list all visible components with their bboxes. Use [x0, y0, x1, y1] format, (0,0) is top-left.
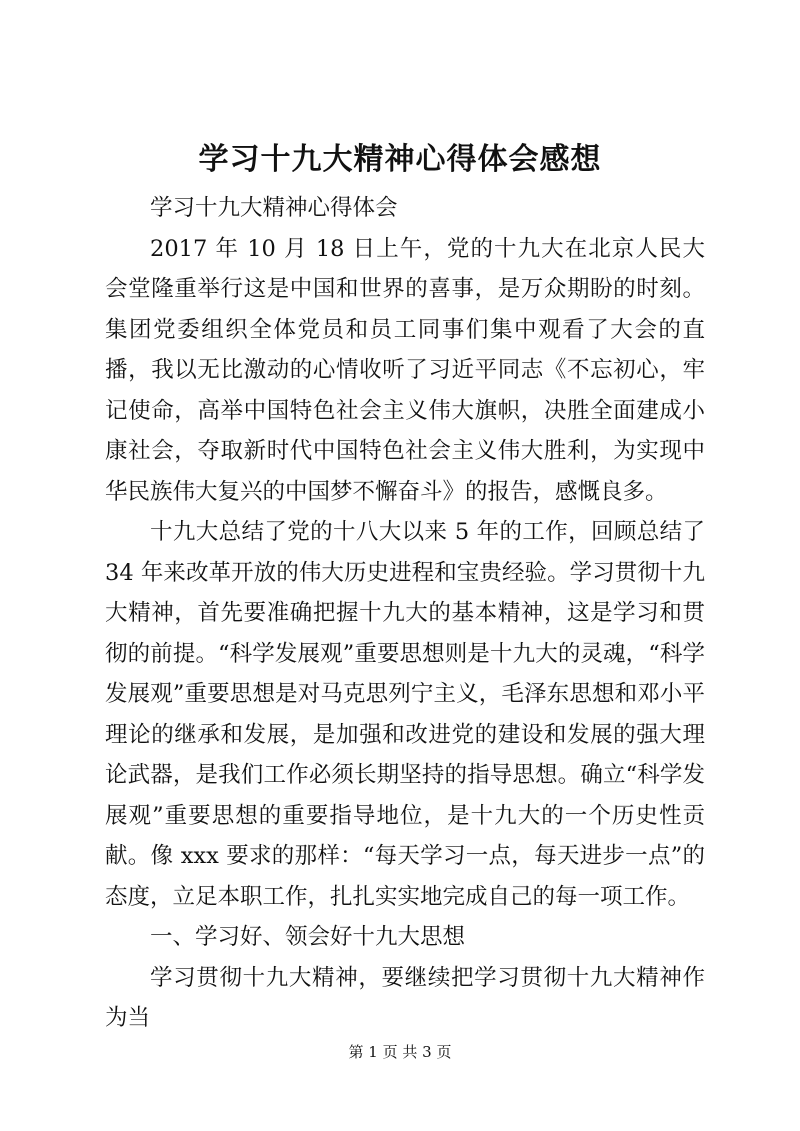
section-heading: 一、学习好、领会好十九大思想 — [150, 924, 466, 950]
document-title: 学习十九大精神心得体会感想 — [198, 142, 602, 177]
body-paragraph: 十九大总结了党的十八大以来 5 年的工作，回顾总结了 34 年来改革开放的伟大历史进程和宝贵经验。学习贯彻十九大精神，首先要准确把握十九大的基本精神，这是学习和贯彻的前提。“科学发展观”重要思想则是十九大的灵魂，“科学发展观”重要思想是对马克思列宁主义，毛泽东思想和邓小平理论的继承和发展，是加强和改进党的建设和发展的强大理论武器，是我们工作必须长期坚持的指导思想。确立“科学发展观”重要思想的重要指导地位，是十九大的一个历史性贡献。像 xxx 要求的那样：“每天学习一点，每天进步一点”的态度，立足本职工作，扎扎实实地完成自己的每一项工作。 — [105, 519, 705, 910]
page-number-footer: 第 1 页 共 3 页 — [348, 1043, 452, 1061]
body-paragraph: 2017 年 10 月 18 日上午，党的十九大在北京人民大会堂隆重举行这是中国和世界的喜事，是万众期盼的时刻。集团党委组织全体党员和员工同事们集中观看了大会的直播，我以无比激动的心情收听了习近平同志《不忘初心，牢记使命，高举中国特色社会主义伟大旗帜，决胜全面建成小康社会，夺取新时代中国特色社会主义伟大胜利，为实现中华民族伟大复兴的中国梦不懈奋斗》的报告，感慨良多。 — [105, 235, 705, 505]
document-body — [105, 188, 705, 1039]
body-paragraph: 学习贯彻十九大精神，要继续把学习贯彻十九大精神作为当 — [105, 964, 705, 1031]
subtitle-paragraph: 学习十九大精神心得体会 — [150, 195, 398, 221]
